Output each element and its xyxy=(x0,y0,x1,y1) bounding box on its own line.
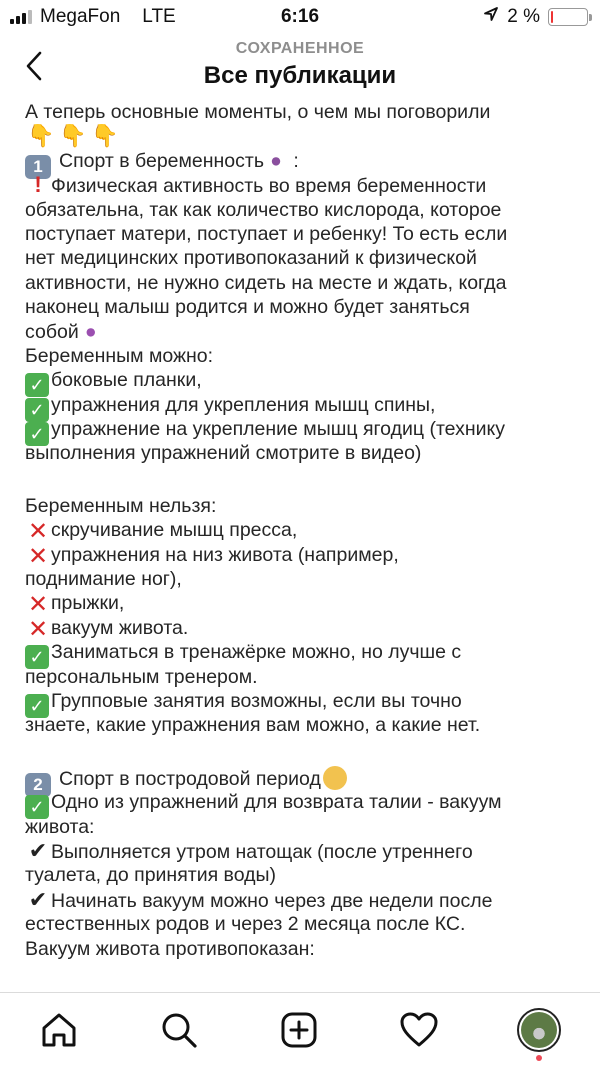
list-item: ✔ Начинать вакуум можно через две недели после xyxy=(25,888,580,912)
page-title: Все публикации xyxy=(203,62,397,89)
check-mark-icon: ✓ xyxy=(25,398,49,422)
list-item: ✓ боковые планки, xyxy=(25,368,580,392)
avatar-photo xyxy=(521,1012,557,1048)
bottom-tab-bar xyxy=(0,992,600,1066)
post-caption xyxy=(0,100,600,992)
blank-line xyxy=(25,738,580,766)
pointing-down-icon: 👇 xyxy=(59,123,87,149)
caption-line: активности, не нужно сидеть на месте и ждать, когда xyxy=(25,271,507,294)
caption-line: знаете, какие упражнения вам можно, а какие нет. xyxy=(25,714,481,737)
check-mark-icon: ✓ xyxy=(25,694,49,718)
tab-activity[interactable] xyxy=(394,1007,444,1053)
search-icon xyxy=(160,1011,198,1049)
list-item: ✓ Групповые занятия возможны, если вы точно xyxy=(25,689,580,713)
network-type: LTE xyxy=(142,6,176,27)
tab-home[interactable] xyxy=(34,1007,84,1053)
heavy-check-icon: ✔ xyxy=(28,886,48,912)
home-icon xyxy=(40,1011,78,1049)
caption-line: обязательна, так как количество кислорода, которое xyxy=(25,198,502,221)
battery-level xyxy=(551,11,553,23)
tab-search[interactable] xyxy=(154,1007,204,1053)
baby-face-icon xyxy=(323,766,347,790)
list-item: ✓ упражнения для укрепления мышц спины, xyxy=(25,393,580,417)
keycap-two-icon: 2 xyxy=(25,773,51,797)
list-item: ✓ Одно из упражнений для возврата талии - вакуум xyxy=(25,790,580,814)
caption-line: поднимание ног), xyxy=(25,568,182,591)
caption-line: Беременным нельзя: xyxy=(25,494,217,517)
caption-line: наконец малыш родится и можно будет заняться xyxy=(25,296,470,319)
caption-line: персональным тренером. xyxy=(25,665,258,688)
list-item: ✕ вакуум живота. xyxy=(25,616,580,640)
cross-mark-icon: ✕ xyxy=(27,591,49,619)
notification-dot xyxy=(536,1055,542,1061)
section-heading: 2 Спорт в постродовой период xyxy=(25,766,580,790)
activity-heart-icon xyxy=(399,1011,439,1049)
status-bar xyxy=(0,0,600,36)
new-post-icon xyxy=(280,1011,318,1049)
list-item: ✕ скручивание мышц пресса, xyxy=(25,518,580,542)
caption-line: поступает матери, поступает и ребенку! То есть если xyxy=(25,222,508,245)
blank-line xyxy=(25,466,580,494)
caption-line: собой ● xyxy=(25,320,580,344)
navigation-bar xyxy=(0,36,600,100)
clock: 6:16 xyxy=(280,6,320,27)
caption-line: естественных родов и через 2 месяца после КС. xyxy=(25,913,466,936)
cross-mark-icon: ✕ xyxy=(27,542,49,570)
pointing-down-icon: 👇 xyxy=(27,123,55,149)
keycap-one-icon: 1 xyxy=(25,155,51,179)
caption-line: выполнения упражнений смотрите в видео) xyxy=(25,442,422,465)
carrier-name: MegaFon xyxy=(40,6,121,27)
list-item: ✕ прыжки, xyxy=(25,591,580,615)
exclamation-icon: ! xyxy=(34,172,42,198)
tab-new-post[interactable] xyxy=(274,1007,324,1053)
battery-percent: 2 % xyxy=(507,6,540,27)
check-mark-icon: ✓ xyxy=(25,422,49,446)
caption-line xyxy=(25,124,580,148)
caption-line: А теперь основные моменты, о чем мы поговорили xyxy=(25,101,491,123)
woman-shrugging-icon: ● xyxy=(84,320,97,343)
caption-line: живота: xyxy=(25,815,95,838)
caption-line: Вакуум живота противопоказан: xyxy=(25,937,315,960)
list-item: ✓ Заниматься в тренажёрке можно, но лучше с xyxy=(25,640,580,664)
cross-mark-icon: ✕ xyxy=(27,518,49,546)
pointing-down-icon: 👇 xyxy=(91,123,119,149)
check-mark-icon: ✓ xyxy=(25,645,49,669)
list-item: ✔ Выполняется утром натощак (после утреннего xyxy=(25,839,580,863)
section-heading: 1 Спорт в беременность ● : xyxy=(25,149,580,173)
tab-profile[interactable] xyxy=(514,1007,564,1053)
list-item: ✕ упражнения на низ живота (например, xyxy=(25,543,580,567)
collection-label: СОХРАНЕННОЕ xyxy=(235,40,365,57)
battery-icon xyxy=(548,8,588,26)
check-mark-icon: ✓ xyxy=(25,373,49,397)
caption-line: туалета, до принятия воды) xyxy=(25,864,277,887)
caption-line: нет медицинских противопоказаний к физической xyxy=(25,247,477,270)
caption-line: Беременным можно: xyxy=(25,344,214,367)
pregnant-woman-icon: ● xyxy=(270,149,282,172)
heavy-check-icon: ✔ xyxy=(28,837,48,863)
list-item: ✓ упражнение на укрепление мышц ягодиц (технику xyxy=(25,417,580,441)
caption-line: ! Физическая активность во время беременности xyxy=(25,173,580,197)
status-right xyxy=(483,6,588,28)
cross-mark-icon: ✕ xyxy=(27,615,49,643)
check-mark-icon: ✓ xyxy=(25,795,49,819)
profile-avatar xyxy=(517,1008,561,1052)
location-arrow-icon xyxy=(483,6,499,28)
